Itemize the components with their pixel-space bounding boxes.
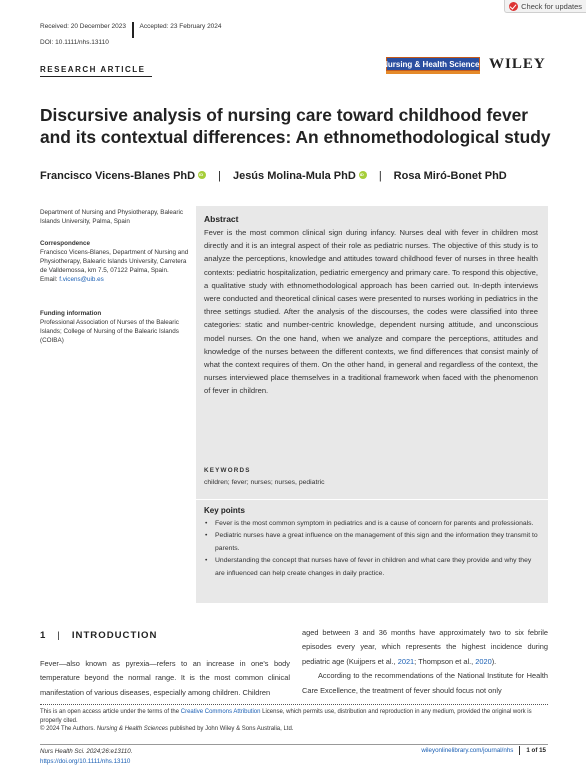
journal-url-link[interactable]: wileyonlinelibrary.com/journal/nhs: [421, 747, 514, 754]
section-heading-introduction: [40, 630, 157, 641]
article-type: RESEARCH ARTICLE: [40, 65, 146, 74]
doi[interactable]: DOI: 10.1111/nhs.13110: [40, 39, 109, 46]
keypoints-heading: Key points: [204, 506, 245, 515]
list-item: • Understanding the concept that nurses have of fever in children and what care they provide and why they are influenced can help create changes in daily practice.: [204, 555, 540, 580]
author-name[interactable]: Rosa Miró-Bonet PhD: [393, 170, 507, 182]
funding-text: Professional Association of Nurses of the Balearic Islands; College of Nursing of the Balearic Islands (COIBA): [40, 319, 179, 344]
paragraph-text: aged between 3 and 36 months have approximately two to six febrile episodes every year, which represents the highest incidence during pediatric age (Kuijpers et al.,: [302, 628, 548, 666]
copyright-journal: Nursing & Health Sciences: [96, 726, 169, 733]
article-title: Discursive analysis of nursing care toward childhood fever and its contextual differences: An ethnomethodological study: [40, 105, 551, 147]
author-name[interactable]: Jesús Molina-Mula PhD: [232, 170, 356, 182]
page-number: 1 of 15: [526, 747, 546, 754]
author-separator: |: [378, 170, 382, 182]
introduction-paragraph: [302, 626, 548, 669]
author-list: [40, 170, 560, 182]
abstract-heading: Abstract: [204, 214, 239, 224]
section-separator: |: [57, 630, 61, 641]
footnote-divider: [40, 704, 548, 705]
citation-link[interactable]: 2021: [397, 656, 415, 666]
affiliation: Department of Nursing and Physiotherapy, Balearic Islands University, Palma, Spain: [40, 209, 184, 225]
journal-logo-text: Nursing & Health Sciences: [382, 59, 484, 69]
orcid-icon[interactable]: [198, 171, 206, 179]
article-dates: [40, 18, 222, 34]
license-note: [40, 708, 548, 734]
section-number: 1: [40, 630, 47, 641]
abstract-text: Fever is the most common clinical sign during infancy. Nurses deal with fever in children most directly and it is an integral aspect of their role as pediatric nurses. The objective of this study is to analyze the perceptions, knowledge and attitudes toward childhood fever of nurses in three health contexts: pediatric hospitalization, pediatric emergency and primary care. To respond this objective, a qualitative study with ethnomethodological approach has been carried out. In-depth interviews were conducted and theoretical clinical cases were presented to nurses working in pediatrics in the three settings studied. After the analysis of the discourses, the codes were classified into three categories: static and number-centric knowledge, dependent nursing attitude, and unconscious model nurses. On the one hand, when we analyze and compare the perceptions, attitudes and knowledge of the nurses between the different contexts, we find differences that consist mainly of what the context requires of them. On the other hand, in general and regardless of the context, the nurses interviewed place themselves in a traditional framework when faced with the phenomenon of fever in children.: [204, 228, 538, 396]
orcid-icon[interactable]: [359, 171, 367, 179]
keywords-heading: KEYWORDS: [204, 467, 251, 474]
publisher-logo[interactable]: WILEY: [489, 56, 546, 72]
author-separator: |: [218, 170, 221, 182]
doi-link[interactable]: https://doi.org/10.1111/nhs.13110: [40, 757, 131, 765]
citation-text: Nurs Health Sci. 2024;26:e13110.: [40, 748, 133, 755]
received-date: Received: 20 December 2023: [40, 22, 126, 30]
journal-logo[interactable]: [382, 57, 484, 71]
license-link[interactable]: Creative Commons Attribution: [180, 709, 261, 715]
author-name[interactable]: Francisco Vicens-Blanes PhD: [40, 170, 196, 182]
citation-link[interactable]: 2020: [475, 656, 492, 666]
list-item: • Fever is the most common symptom in pediatrics and is a cause of concern for parents and professionals.: [204, 518, 540, 530]
check-for-updates-label: Check for updates: [521, 1, 582, 11]
keywords: children; fever; nurses; nurses, pediatric: [204, 479, 325, 486]
check-icon: [509, 2, 518, 11]
accepted-date: Accepted: 23 February 2024: [139, 22, 222, 30]
correspondence-block: [40, 248, 190, 284]
section-title: INTRODUCTION: [71, 630, 158, 641]
email-label: Email:: [40, 276, 60, 283]
license-text: This is an open access article under the terms of the: [40, 709, 181, 715]
paragraph-text: ; Thompson et al.,: [414, 656, 476, 666]
correspondence-text: Francisco Vicens-Blanes, Department of Nursing and Physiotherapy, Balearic Islands University, Carretera de Valldemossa, km 7.5, 07122 Palma, Spain.: [40, 249, 189, 274]
correspondence-heading: Correspondence: [40, 240, 91, 247]
copyright-text: published by John Wiley & Sons Australia, Ltd.: [168, 726, 294, 733]
keypoints-list: [204, 518, 540, 580]
copyright-text: © 2024 The Authors.: [40, 726, 97, 733]
keypoints-divider: [196, 499, 548, 500]
check-for-updates-button[interactable]: [504, 0, 586, 13]
article-type-underline: [40, 76, 152, 77]
list-item: • Pediatric nurses have a great influence on the management of this sign and the information they transmit to parents.: [204, 530, 540, 555]
footer-separator: [519, 746, 520, 755]
citation-block: [40, 747, 132, 766]
journal-logo-accent: [386, 71, 480, 74]
license-text: License, which permits use, distribution and reproduction in any medium, provided the original work is properly cited.: [40, 709, 532, 724]
dates-divider: [132, 22, 134, 38]
introduction-paragraph-left: Fever—also known as pyrexia—refers to an increase in one's body temperature beyond the normal range. It is the most common clinical manifestation of various diseases, especially among children. Children: [40, 659, 290, 697]
introduction-column-right: [302, 626, 548, 698]
paragraph-text: ).: [491, 656, 497, 666]
introduction-paragraph: According to the recommendations of the National Institute for Health Care Excellence, the treatment of fever should focus not only: [302, 671, 548, 695]
footer-right: [421, 746, 546, 755]
funding-heading: Funding information: [40, 310, 102, 317]
email-link[interactable]: f.vicens@uib.es: [59, 276, 104, 283]
footer-divider: [40, 744, 548, 745]
